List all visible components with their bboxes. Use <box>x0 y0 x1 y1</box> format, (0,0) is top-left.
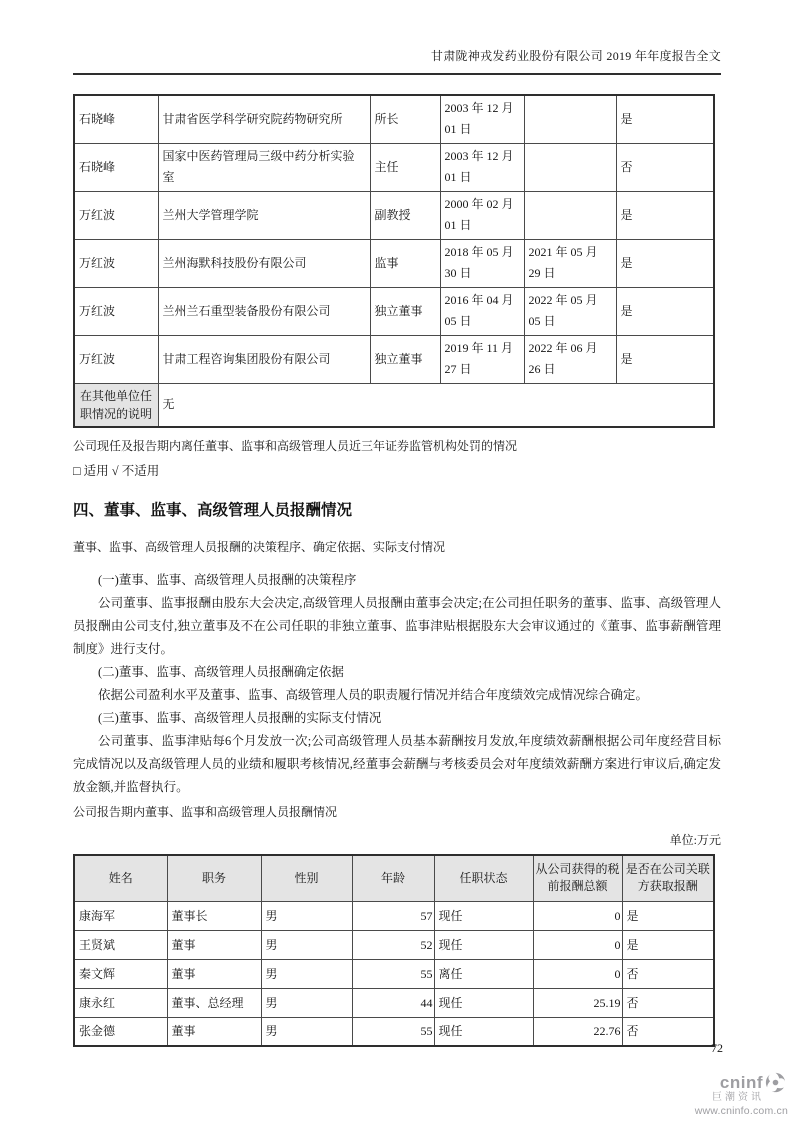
page-number: 72 <box>711 1041 723 1055</box>
table-row <box>74 191 714 239</box>
cell-gender: 男 <box>261 930 352 959</box>
cell-position: 副教授 <box>370 191 440 239</box>
col-header-name: 姓名 <box>74 855 167 901</box>
cell-remuneration: 0 <box>533 901 622 930</box>
cell-organization: 甘肃工程咨询集团股份有限公司 <box>158 335 370 383</box>
table-row <box>74 335 714 383</box>
cell-gender: 男 <box>261 988 352 1017</box>
col-header-related-party: 是否在公司关联方获取报酬 <box>622 855 714 901</box>
unit-label: 单位:万元 <box>669 833 721 847</box>
cell-age: 55 <box>352 959 434 988</box>
cell-end-date <box>524 143 616 191</box>
cell-title: 董事 <box>167 1017 261 1046</box>
note-value-cell: 无 <box>158 383 714 427</box>
col-header-remuneration: 从公司获得的税前报酬总额 <box>533 855 622 901</box>
cell-status: 现任 <box>434 988 533 1017</box>
cninfo-logo <box>695 1072 788 1118</box>
cell-name: 王贤斌 <box>74 930 167 959</box>
cell-related-party: 是 <box>622 930 714 959</box>
remuneration-table-intro: 公司报告期内董事、监事和高级管理人员报酬情况 <box>73 805 338 819</box>
table-row <box>74 959 714 988</box>
cell-gender: 男 <box>261 901 352 930</box>
cell-person-name: 万红波 <box>74 335 158 383</box>
cell-related-party: 否 <box>622 1017 714 1046</box>
cell-paid-flag: 是 <box>616 335 714 383</box>
penalty-statement: 公司现任及报告期内离任董事、监事和高级管理人员近三年证券监管机构处罚的情况 <box>73 439 518 453</box>
cell-gender: 男 <box>261 959 352 988</box>
cell-name: 秦文辉 <box>74 959 167 988</box>
cell-paid-flag: 是 <box>616 95 714 143</box>
cell-title: 董事 <box>167 959 261 988</box>
cell-age: 44 <box>352 988 434 1017</box>
cell-end-date: 2022 年 06 月 26 日 <box>524 335 616 383</box>
section-paragraphs <box>73 539 721 821</box>
paragraph-2: 依据公司盈利水平及董事、监事、高级管理人员的职责履行情况并结合年度绩效完成情况综合确定。 <box>98 688 649 702</box>
page-content <box>73 0 721 1047</box>
cell-related-party: 否 <box>622 988 714 1017</box>
table-row <box>74 988 714 1017</box>
cell-paid-flag: 否 <box>616 143 714 191</box>
cell-start-date: 2018 年 05 月 30 日 <box>440 239 524 287</box>
cell-paid-flag: 是 <box>616 239 714 287</box>
logo-brand-line <box>720 1072 786 1093</box>
cell-organization: 兰州海默科技股份有限公司 <box>158 239 370 287</box>
table-row <box>74 901 714 930</box>
cell-start-date: 2000 年 02 月 01 日 <box>440 191 524 239</box>
cell-paid-flag: 是 <box>616 287 714 335</box>
logo-brand-text: cninf <box>719 1072 763 1092</box>
cell-person-name: 万红波 <box>74 191 158 239</box>
col-header-title: 职务 <box>167 855 261 901</box>
cell-name: 张金德 <box>74 1017 167 1046</box>
cell-start-date: 2019 年 11 月 27 日 <box>440 335 524 383</box>
cell-title: 董事、总经理 <box>167 988 261 1017</box>
cell-status: 离任 <box>434 959 533 988</box>
cell-person-name: 石晓峰 <box>74 95 158 143</box>
cell-remuneration: 0 <box>533 959 622 988</box>
swirl-icon <box>765 1072 786 1093</box>
subheading-3: (三)董事、监事、高级管理人员报酬的实际支付情况 <box>98 711 382 725</box>
cell-person-name: 万红波 <box>74 287 158 335</box>
col-header-age: 年龄 <box>352 855 434 901</box>
cell-status: 现任 <box>434 901 533 930</box>
paragraph-1: 公司董事、监事报酬由股东大会决定,高级管理人员报酬由董事会决定;在公司担任职务的董事、监事、高级管理人员报酬由公司支付,独立董事及不在公司任职的非独立董事、监事津贴根据股东大会审议通过的《董事、监事薪酬管理制度》进行支付。 <box>73 596 721 656</box>
table-row <box>74 930 714 959</box>
cell-title: 董事 <box>167 930 261 959</box>
cell-remuneration: 25.19 <box>533 988 622 1017</box>
document-title: 甘肃陇神戎发药业股份有限公司 2019 年年度报告全文 <box>430 49 721 63</box>
col-header-gender: 性别 <box>261 855 352 901</box>
remuneration-table <box>73 854 715 1047</box>
cell-gender: 男 <box>261 1017 352 1046</box>
cell-age: 57 <box>352 901 434 930</box>
subheading-2: (二)董事、监事、高级管理人员报酬确定依据 <box>98 665 344 679</box>
cell-related-party: 否 <box>622 959 714 988</box>
note-label-cell: 在其他单位任职情况的说明 <box>74 383 158 427</box>
cell-position: 主任 <box>370 143 440 191</box>
cell-name: 康海军 <box>74 901 167 930</box>
cell-status: 现任 <box>434 1017 533 1046</box>
cell-title: 董事长 <box>167 901 261 930</box>
table-row <box>74 1017 714 1046</box>
cell-position: 所长 <box>370 95 440 143</box>
cell-position: 独立董事 <box>370 335 440 383</box>
table-row <box>74 239 714 287</box>
cell-age: 52 <box>352 930 434 959</box>
cell-remuneration: 0 <box>533 930 622 959</box>
cell-person-name: 石晓峰 <box>74 143 158 191</box>
cell-organization: 甘肃省医学科学研究院药物研究所 <box>158 95 370 143</box>
cell-organization: 国家中医药管理局三级中药分析实验室 <box>158 143 370 191</box>
cell-person-name: 万红波 <box>74 239 158 287</box>
cell-start-date: 2003 年 12 月 01 日 <box>440 143 524 191</box>
section-title: 四、董事、监事、高级管理人员报酬情况 <box>73 502 353 519</box>
cell-position: 独立董事 <box>370 287 440 335</box>
cell-end-date <box>524 191 616 239</box>
subheading-1: (一)董事、监事、高级管理人员报酬的决策程序 <box>98 573 357 587</box>
table-row <box>74 95 714 143</box>
cell-start-date: 2003 年 12 月 01 日 <box>440 95 524 143</box>
cell-remuneration: 22.76 <box>533 1017 622 1046</box>
logo-chinese-name: 巨潮资讯 <box>712 1092 764 1103</box>
table-note-row <box>74 383 714 427</box>
applicability-line: □ 适用 √ 不适用 <box>73 464 160 478</box>
cell-position: 监事 <box>370 239 440 287</box>
cell-status: 现任 <box>434 930 533 959</box>
external-positions-table <box>73 94 715 428</box>
cell-related-party: 是 <box>622 901 714 930</box>
document-header <box>73 0 721 75</box>
cell-end-date <box>524 95 616 143</box>
cell-age: 55 <box>352 1017 434 1046</box>
table-header-row <box>74 855 714 901</box>
cell-organization: 兰州大学管理学院 <box>158 191 370 239</box>
cell-end-date: 2021 年 05 月 29 日 <box>524 239 616 287</box>
logo-url: www.cninfo.com.cn <box>694 1105 788 1117</box>
table-row <box>74 287 714 335</box>
table-row <box>74 143 714 191</box>
cell-organization: 兰州兰石重型装备股份有限公司 <box>158 287 370 335</box>
cell-start-date: 2016 年 04 月 05 日 <box>440 287 524 335</box>
cell-name: 康永红 <box>74 988 167 1017</box>
cell-end-date: 2022 年 05 月 05 日 <box>524 287 616 335</box>
cell-paid-flag: 是 <box>616 191 714 239</box>
col-header-status: 任职状态 <box>434 855 533 901</box>
paragraph-3: 公司董事、监事津贴每6个月发放一次;公司高级管理人员基本薪酬按月发放,年度绩效薪酬根据公司年度经营目标完成情况以及高级管理人员的业绩和履职考核情况,经董事会薪酬与考核委员会对年度绩效薪酬方案进行审议后,确定发放金额,并监督执行。 <box>73 734 721 794</box>
paragraph-intro: 董事、监事、高级管理人员报酬的决策程序、确定依据、实际支付情况 <box>73 540 446 554</box>
